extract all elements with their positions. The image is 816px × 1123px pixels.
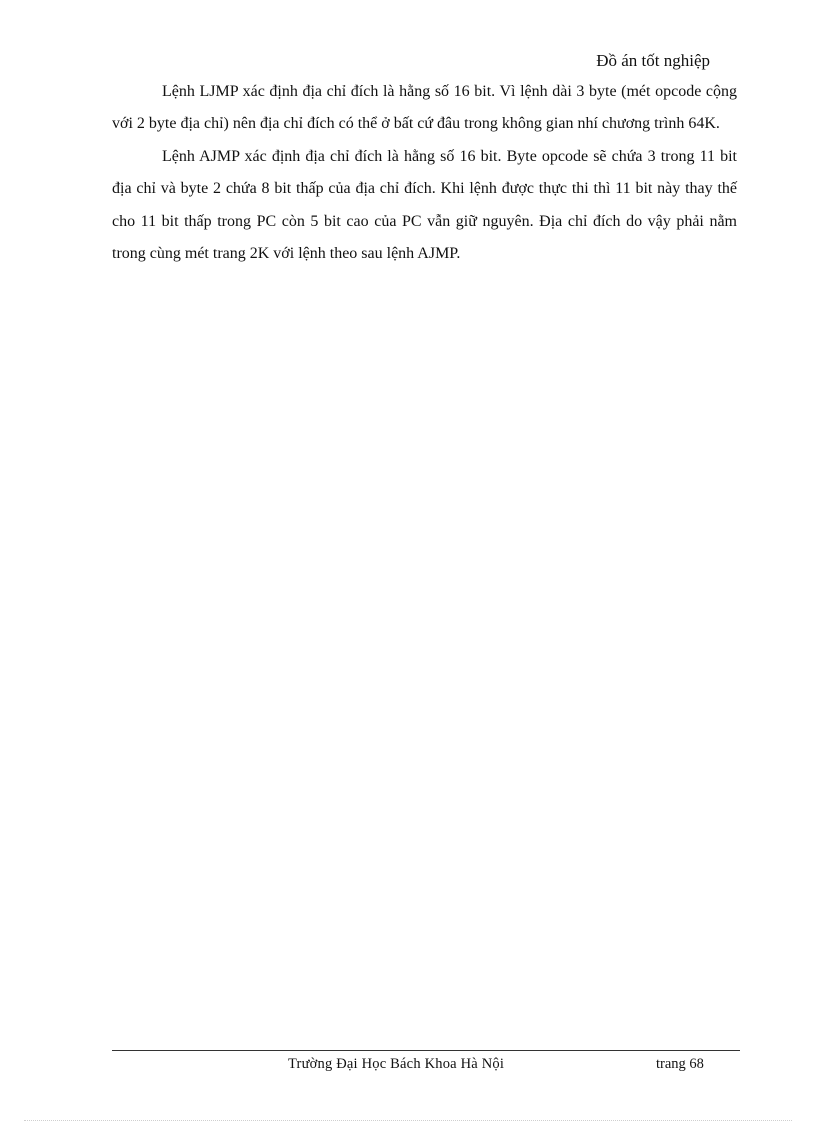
footer-page-number: trang 68	[656, 1056, 704, 1072]
paragraph-ajmp: Lệnh AJMP xác định địa chỉ đích là hằng số 16 bit. Byte opcode sẽ chứa 3 trong 11 bit địa chỉ và byte 2 chứa 8 bit thấp của địa chỉ đích. Khi lệnh được thực thi thì 11 bit này thay thế cho 11 bit thấp trong PC còn 5 bit cao của PC vẫn giữ nguyên. Địa chỉ đích do vậy phải nằm trong cùng mét trang 2K với lệnh theo sau lệnh AJMP.	[112, 147, 737, 263]
body-text	[112, 76, 737, 270]
footer-school-name: Trường Đại Học Bách Khoa Hà Nội	[288, 1056, 505, 1072]
page-header-title: Đồ án tốt nghiệp	[596, 51, 710, 70]
footer-divider	[112, 1050, 740, 1051]
paragraph-ljmp: Lệnh LJMP xác định địa chỉ đích là hằng số 16 bit. Vì lệnh dài 3 byte (mét opcode cộng với 2 byte địa chỉ) nên địa chỉ đích có thể ở bất cứ đâu trong không gian nhí chương trình 64K.	[112, 83, 737, 133]
page-bottom-border	[24, 1120, 792, 1121]
